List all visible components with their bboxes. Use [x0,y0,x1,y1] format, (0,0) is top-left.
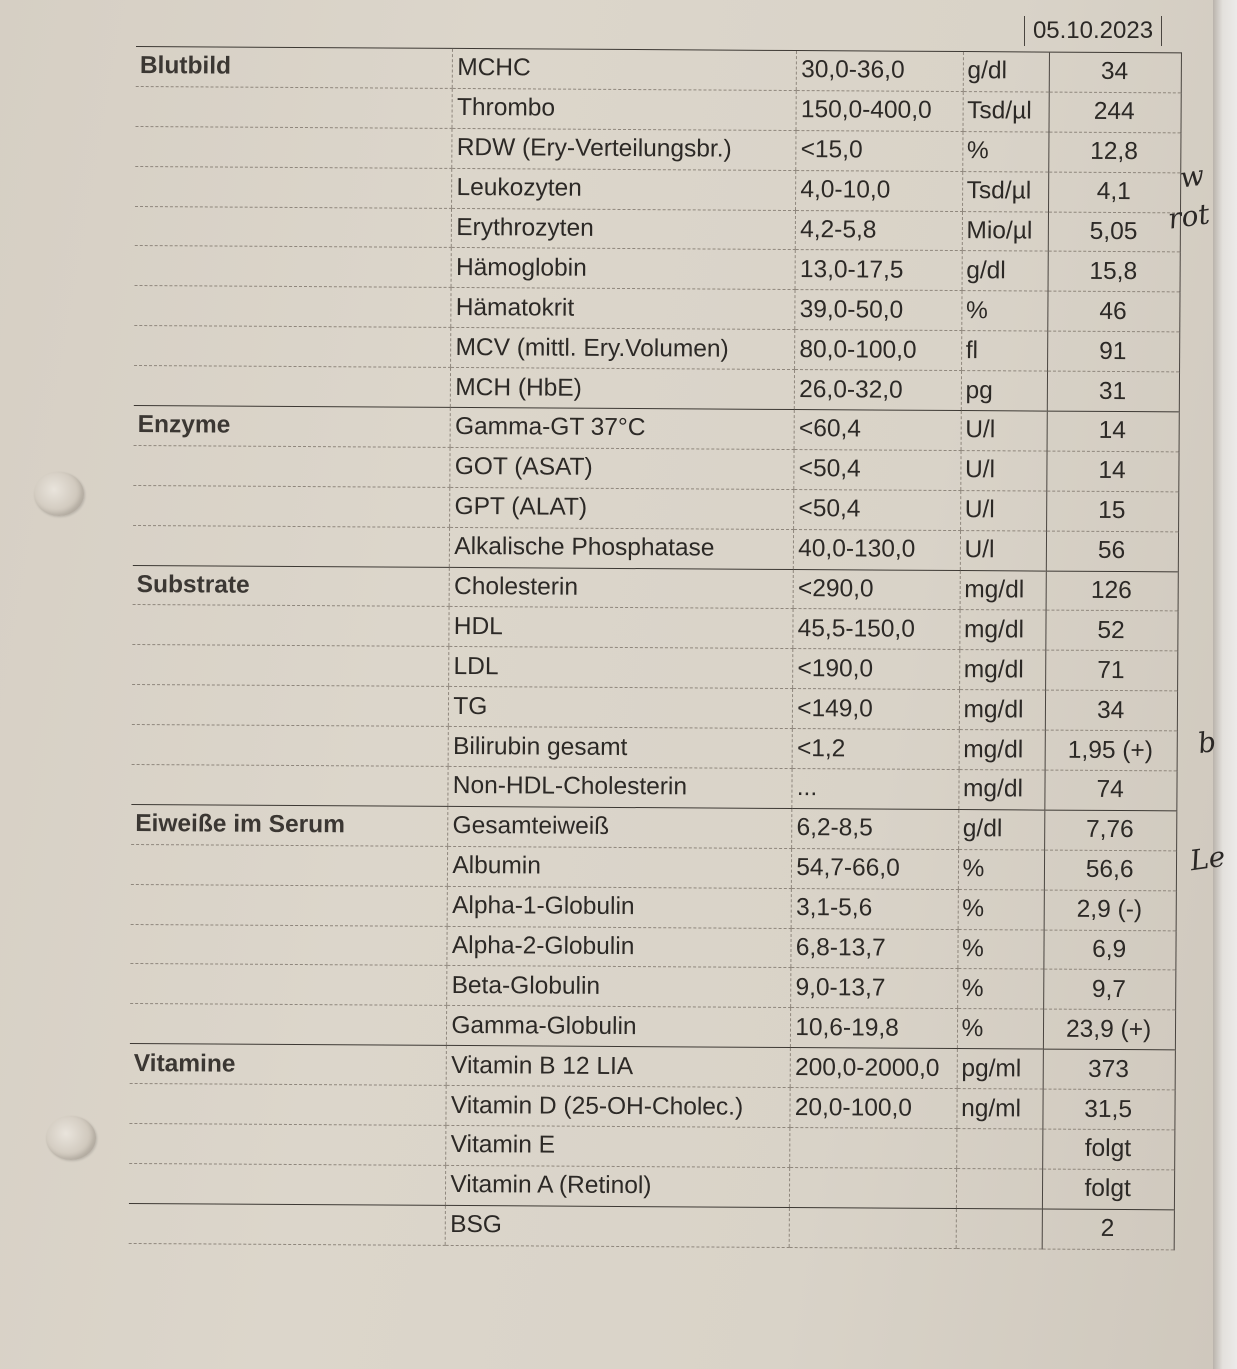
result-value: 14 [1047,451,1179,492]
table-row [129,1203,1175,1249]
unit: ng/ml [956,1089,1043,1129]
parameter-name: MCV (mittl. Ery.Volumen) [451,328,795,370]
table-row [130,1004,1176,1050]
parameter-name: Bilirubin gesamt [448,727,792,769]
unit [956,1129,1043,1169]
table-row [135,206,1181,252]
result-value: 7,76 [1045,810,1177,851]
reference-range: 39,0-50,0 [795,290,962,331]
unit: g/dl [963,52,1050,92]
table-row [130,924,1176,970]
row-group-label: Enzyme [134,406,451,448]
parameter-name: HDL [449,607,793,649]
row-group-label [134,286,451,328]
parameter-name: Hämatokrit [451,288,795,330]
parameter-name: GPT (ALAT) [450,487,794,529]
result-value: 2 [1042,1209,1174,1250]
table-row [135,246,1181,292]
parameter-name: Beta-Globulin [447,966,791,1008]
reference-range: <15,0 [796,130,963,171]
table-row [129,1124,1175,1170]
table-row [132,605,1178,651]
unit [956,1168,1043,1208]
reference-range: <190,0 [793,649,960,690]
reference-range: 13,0-17,5 [795,250,962,291]
table-row [130,964,1176,1010]
row-group-label [130,1004,447,1046]
parameter-name: GOT (ASAT) [450,447,794,489]
unit: Mio/µl [962,211,1049,251]
row-group-label: Substrate [133,565,450,607]
reference-range: <50,4 [794,449,961,490]
reference-range: 4,2-5,8 [796,210,963,251]
row-group-label [129,1124,446,1166]
table-row [134,326,1180,372]
row-group-label: Eiweiße im Serum [131,804,448,846]
table-row [131,884,1177,930]
result-value: 373 [1043,1049,1175,1090]
result-value: 126 [1046,571,1178,612]
unit: pg/ml [957,1049,1044,1089]
row-group-label [132,605,449,647]
parameter-name: Alpha-2-Globulin [447,926,791,968]
table-row [134,286,1180,332]
table-row [132,725,1178,771]
reference-range: 6,2-8,5 [792,808,959,849]
parameter-name: TG [449,687,793,729]
result-value: 15,8 [1048,252,1180,293]
parameter-name: BSG [446,1205,790,1247]
margin-note: b [1195,724,1219,761]
parameter-name: Erythrozyten [452,208,796,250]
row-group-label [135,126,452,168]
unit: fl [961,331,1048,371]
unit: g/dl [962,251,1049,291]
reference-range: <50,4 [794,489,961,530]
punch-hole-upper [34,472,84,516]
row-group-label: Vitamine [130,1044,447,1086]
result-value: 34 [1050,52,1182,93]
parameter-name: Vitamin E [446,1125,790,1167]
table-row [135,166,1181,212]
table-row [133,485,1179,531]
result-value: 56 [1047,531,1179,572]
result-value: 5,05 [1049,212,1181,253]
unit: U/l [960,490,1047,530]
result-value: 46 [1048,291,1180,332]
result-value: 71 [1046,650,1178,691]
table-row [134,406,1180,452]
table-row [132,645,1178,691]
margin-note: w [1177,158,1207,195]
parameter-name: Gesamteiweiß [448,806,792,848]
reference-range: 10,6-19,8 [791,1008,958,1049]
row-group-label [134,366,451,408]
unit: U/l [960,450,1047,490]
unit: mg/dl [960,570,1047,610]
reference-range [790,1128,957,1169]
table-row [133,525,1179,571]
result-value: 14 [1047,411,1179,452]
row-group-label [135,246,452,288]
row-group-label [129,1163,446,1205]
table-row [136,86,1182,132]
unit: mg/dl [959,690,1046,730]
reference-range: 26,0-32,0 [795,370,962,411]
parameter-name: Albumin [448,846,792,888]
parameter-name: Non-HDL-Cholesterin [448,766,792,808]
unit: Tsd/µl [962,171,1049,211]
row-group-label [131,844,448,886]
parameter-name: Thrombo [452,88,796,130]
result-value: folgt [1043,1169,1175,1210]
unit: % [958,889,1045,929]
result-value: 56,6 [1045,850,1177,891]
row-group-label [131,884,448,926]
result-value: 4,1 [1049,172,1181,213]
reference-range: <60,4 [794,410,961,451]
reference-range: 20,0-100,0 [790,1088,957,1129]
result-value: 12,8 [1049,132,1181,173]
parameter-name: Alkalische Phosphatase [450,527,794,569]
table-row [133,445,1179,491]
parameter-name: Vitamin A (Retinol) [446,1165,790,1207]
reference-range: 4,0-10,0 [796,170,963,211]
result-value: folgt [1043,1129,1175,1170]
paper-edge [1213,0,1237,1369]
lab-results-table [129,46,1182,1250]
reference-range: 200,0-2000,0 [790,1048,957,1089]
parameter-name: Hämoglobin [451,248,795,290]
row-group-label [130,964,447,1006]
unit: mg/dl [958,770,1045,810]
result-value: 244 [1049,92,1181,133]
punch-hole-lower [46,1116,96,1160]
unit: g/dl [958,809,1045,849]
result-value: 31 [1048,371,1180,412]
table-row [129,1163,1175,1209]
reference-range: 6,8-13,7 [791,928,958,969]
reference-range: 45,5-150,0 [793,609,960,650]
result-value: 31,5 [1043,1089,1175,1130]
unit: % [957,1009,1044,1049]
reference-range: <290,0 [793,569,960,610]
table-row [129,1084,1175,1130]
table-row [136,46,1182,92]
row-group-label: Blutbild [136,46,453,88]
unit: % [961,291,1048,331]
row-group-label [130,924,447,966]
unit: % [958,849,1045,889]
result-value: 91 [1048,331,1180,372]
result-value: 34 [1046,690,1178,731]
parameter-name: Leukozyten [452,168,796,210]
row-group-label [135,166,452,208]
parameter-name: Cholesterin [449,567,793,609]
table-row [130,1044,1176,1090]
unit: mg/dl [959,730,1046,770]
reference-range [789,1207,956,1248]
unit: U/l [961,411,1048,451]
result-value: 74 [1045,770,1177,811]
parameter-name: MCHC [453,48,797,90]
table-row [132,685,1178,731]
row-group-label [133,445,450,487]
unit: U/l [960,530,1047,570]
unit [956,1208,1043,1248]
row-group-label [133,525,450,567]
parameter-name: RDW (Ery-Verteilungsbr.) [452,128,796,170]
margin-note: Le [1187,839,1228,878]
row-group-label [129,1084,446,1126]
result-value: 23,9 (+) [1044,1009,1176,1050]
parameter-name: Alpha-1-Globulin [447,886,791,928]
parameter-name: LDL [449,647,793,689]
reference-range [790,1167,957,1208]
reference-range: 40,0-130,0 [794,529,961,570]
row-group-label [133,485,450,527]
reference-range: 9,0-13,7 [791,968,958,1009]
row-group-label [135,206,452,248]
unit: mg/dl [959,650,1046,690]
result-value: 9,7 [1044,970,1176,1011]
unit: % [957,969,1044,1009]
row-group-label [132,685,449,727]
unit: mg/dl [959,610,1046,650]
unit: % [957,929,1044,969]
row-group-label [136,86,453,128]
reference-range: 30,0-36,0 [797,51,964,92]
reference-range: 80,0-100,0 [795,330,962,371]
unit: Tsd/µl [963,91,1050,131]
table-row [135,126,1181,172]
parameter-name: MCH (HbE) [451,368,795,410]
table-row [133,565,1179,611]
parameter-name: Vitamin B 12 LIA [447,1046,791,1088]
margin-note: rot [1165,197,1212,236]
result-value: 1,95 (+) [1045,730,1177,771]
unit: pg [961,371,1048,411]
parameter-name: Gamma-Globulin [447,1006,791,1048]
table-row [134,366,1180,412]
row-group-label [132,645,449,687]
table-row [131,844,1177,890]
row-group-label [131,765,448,807]
result-value: 52 [1046,611,1178,652]
reference-range: <149,0 [793,689,960,730]
result-value: 2,9 (-) [1044,890,1176,931]
unit: % [962,131,1049,171]
report-date: 05.10.2023 [1024,16,1162,46]
reference-range: <1,2 [792,729,959,770]
result-value: 6,9 [1044,930,1176,971]
table-row [131,765,1177,811]
parameter-name: Gamma-GT 37°C [450,407,794,449]
reference-range: 150,0-400,0 [796,90,963,131]
row-group-label [134,326,451,368]
reference-range: 54,7-66,0 [792,848,959,889]
reference-range: 3,1-5,6 [791,888,958,929]
result-value: 15 [1047,491,1179,532]
table-row [131,804,1177,850]
parameter-name: Vitamin D (25-OH-Cholec.) [446,1086,790,1128]
reference-range: ... [792,769,959,810]
row-group-label [132,725,449,767]
row-group-label [129,1203,446,1245]
